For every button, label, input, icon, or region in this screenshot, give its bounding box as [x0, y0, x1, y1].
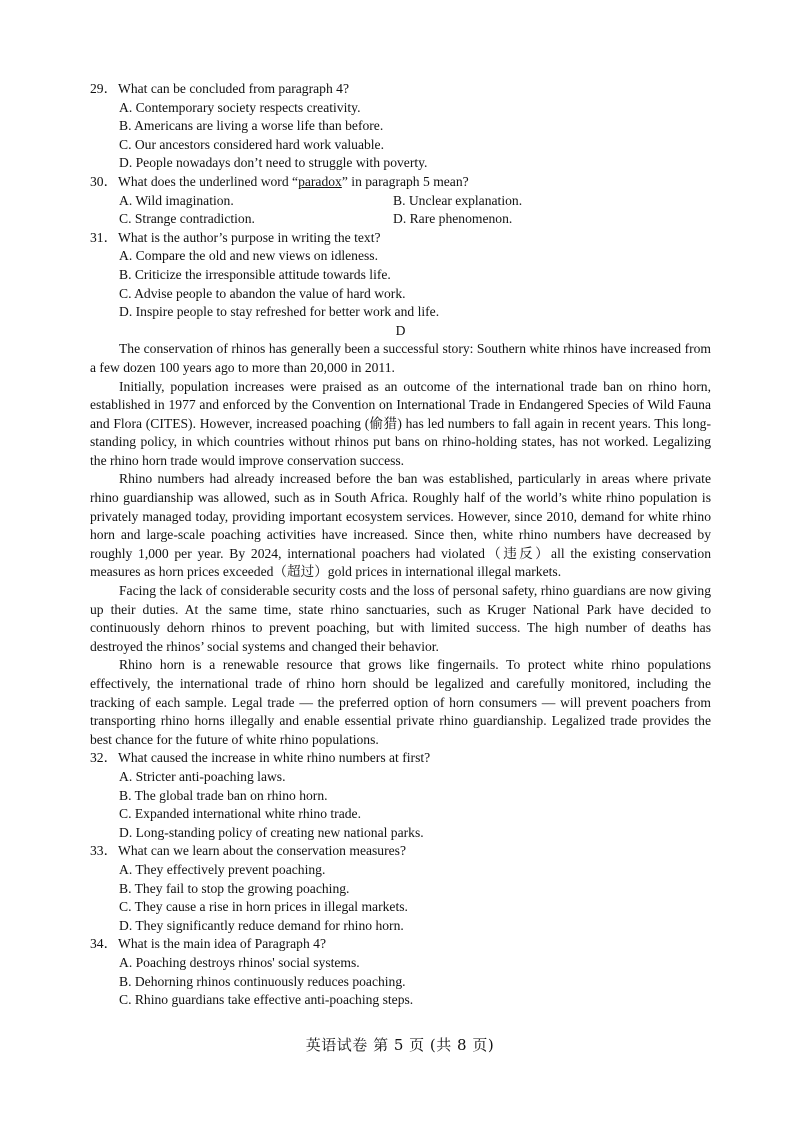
question-stem — [90, 229, 711, 248]
passage-paragraph-2: Initially, population increases were praised as an outcome of the international trade ban on rhino horn, established in 1977 and enforced by the Convention on International Trade in Endangered Species of Wild Fauna and Flora (CITES). However, increased poaching (偷猎) has led numbers to fall again in recent years. This long-standing policy, in which countries without rhinos put bans on rhino-holding states, has not worked. Legalizing the rhino horn trade would improve conservation success. — [90, 378, 711, 468]
option-d: D. Long-standing policy of creating new national parks. — [119, 824, 424, 840]
passage-paragraph-1: The conservation of rhinos has generally been a successful story: Southern white rhinos have increased from a few dozen 100 years ago to more than 20,000 in 2011. — [90, 341, 711, 375]
underlined-word: paradox — [298, 173, 342, 189]
option-a: A. Wild imagination. — [119, 192, 234, 208]
option-c: C. Strange contradiction. — [119, 211, 255, 227]
question-stem — [90, 935, 711, 954]
question-33 — [90, 842, 711, 935]
passage-paragraph-3: Rhino numbers had already increased before the ban was established, particularly in areas where private rhino guardianship was allowed, such as in South Africa. Roughly half of the world’s white rhino population is privately managed today, providing important ecosystem services. However, since 2010, demand for white rhino horn and large-scale poaching activities have increased. Since then, white rhino numbers have decreased by roughly 1,000 per year. By 2024, international poachers had violated（违反）all the existing conservation measures as horn prices exceeded（超过）gold prices in international illegal markets. — [90, 471, 711, 580]
option-a: A. They effectively prevent poaching. — [119, 861, 326, 877]
question-number: 34． — [90, 936, 118, 952]
option-c: C. Our ancestors considered hard work valuable. — [119, 136, 384, 152]
option-a: A. Compare the old and new views on idleness. — [119, 248, 378, 264]
option-b: B. Dehorning rhinos continuously reduces poaching. — [119, 973, 406, 989]
question-number: 31． — [90, 229, 118, 245]
option-d: D. They significantly reduce demand for rhino horn. — [119, 917, 404, 933]
question-number: 32． — [90, 750, 118, 766]
question-number: 30． — [90, 173, 118, 189]
question-stem — [90, 173, 711, 192]
question-number: 33． — [90, 843, 118, 859]
option-b: B. Criticize the irresponsible attitude towards life. — [119, 266, 391, 282]
question-text: What is the main idea of Paragraph 4? — [118, 936, 326, 952]
option-a: A. Contemporary society respects creativity. — [119, 99, 361, 115]
question-stem — [90, 842, 711, 861]
option-a: A. Stricter anti-poaching laws. — [119, 768, 286, 784]
question-text-part: ” in paragraph 5 mean? — [341, 173, 469, 189]
question-text: What can we learn about the conservation measures? — [118, 843, 406, 859]
question-stem — [90, 749, 711, 768]
section-title: D — [395, 322, 406, 338]
option-row — [90, 210, 711, 229]
question-31 — [90, 229, 711, 322]
question-text: What is the author’s purpose in writing the text? — [118, 229, 381, 245]
passage-paragraph-4: Facing the lack of considerable security costs and the loss of personal safety, rhino guardians are now giving up their duties. At the same time, state rhino sanctuaries, such as Kruger National Park have decided to continuously dehorn rhinos to prevent poaching, but with limited success. The high number of deaths has destroyed the rhinos’ social systems and changed their behavior. — [90, 583, 711, 654]
option-c: C. Advise people to abandon the value of hard work. — [119, 285, 406, 301]
question-text: What can be concluded from paragraph 4? — [118, 81, 349, 96]
option-row — [90, 192, 711, 211]
question-number: 29． — [90, 81, 118, 96]
option-c: C. Rhino guardians take effective anti-poaching steps. — [119, 992, 414, 1008]
option-c: C. They cause a rise in horn prices in illegal markets. — [119, 899, 408, 915]
question-32 — [90, 749, 711, 842]
page-footer: 英语试卷 第 5 页 (共 8 页) — [305, 1036, 495, 1054]
question-stem — [90, 80, 711, 99]
option-d: D. People nowadays don’t need to struggle with poverty. — [119, 155, 428, 171]
option-d: D. Rare phenomenon. — [393, 211, 513, 227]
question-29 — [90, 80, 711, 173]
option-b: B. They fail to stop the growing poaching. — [119, 880, 350, 896]
question-text-part: What does the underlined word “ — [118, 173, 299, 189]
option-d: D. Inspire people to stay refreshed for better work and life. — [119, 304, 440, 320]
option-b: B. Americans are living a worse life than before. — [119, 118, 384, 134]
passage-paragraph-5: Rhino horn is a renewable resource that grows like fingernails. To protect white rhino populations effectively, the international trade of rhino horn should be legalized and carefully monitored, including the tracking of each sample. Legal trade — the preferred option of horn consumers — will prevent poachers from transporting rhino horns illegally and enable essential private rhino guardianship. Legalized trade provides the best chance for the future of white rhino populations. — [90, 657, 711, 747]
option-b: B. Unclear explanation. — [393, 192, 523, 208]
question-34 — [90, 935, 711, 1009]
option-c: C. Expanded international white rhino trade. — [119, 806, 361, 822]
question-30 — [90, 173, 711, 229]
page-content — [90, 80, 711, 1010]
option-a: A. Poaching destroys rhinos' social systems. — [119, 954, 360, 970]
question-text: What caused the increase in white rhino numbers at first? — [118, 750, 431, 766]
option-b: B. The global trade ban on rhino horn. — [119, 787, 328, 803]
